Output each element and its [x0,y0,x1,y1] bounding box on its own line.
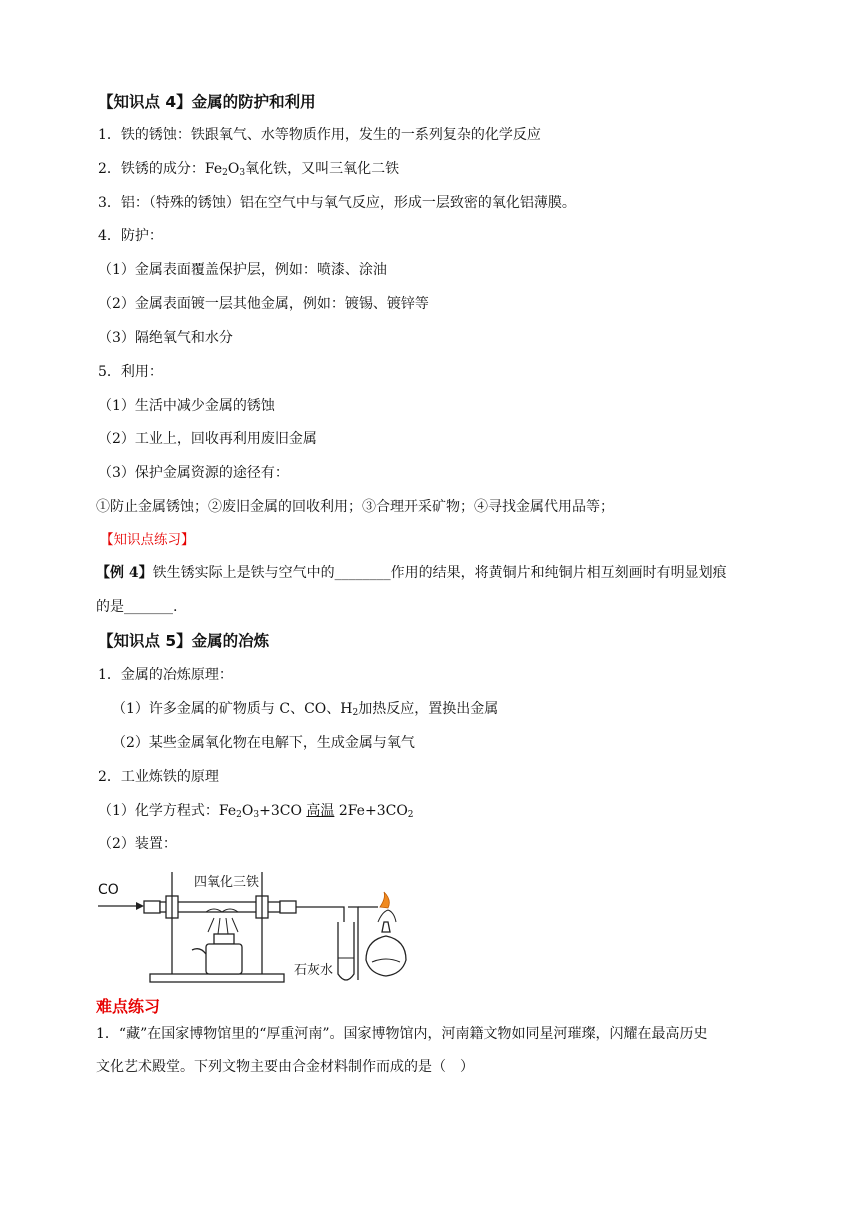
co-label: CO [98,882,119,898]
kp4-item-4-3: （3）隔绝氧气和水分 [98,330,233,346]
question-1-line-1: 1．“藏”在国家博物馆里的“厚重河南”。国家博物馆内，河南籍文物如同星河璀璨，闪耀在最高历史 [96,1026,708,1042]
kp5-item-2: 2．工业炼铁的原理 [98,769,219,785]
lamp-wick-holder [382,922,390,932]
kp5-item-2-2: （2）装置： [98,836,177,852]
kp4-item-5: 5．利用： [98,364,163,380]
example-4-line-2: 的是_______. [96,599,178,615]
kp4-item-5-3: （3）保护金属资源的途径有： [98,465,289,481]
example-4-line-1 [96,563,727,583]
kp4-item-2 [98,159,399,179]
arrow-head-icon [136,902,144,910]
tail-gas-flame-icon [380,892,389,908]
kp4-item-4-1: （1）金属表面覆盖保护层，例如：喷漆、涂油 [98,262,387,278]
kp4-item-3: 3．铝：（特殊的锈蚀）铝在空气中与氧气反应，形成一层致密的氧化铝薄膜。 [98,195,576,211]
difficult-practice-heading: 难点练习 [96,997,161,1016]
kp5-item-1: 1．金属的冶炼原理： [98,667,233,683]
kp4-item-2-post: 氧化铁，又叫三氧化二铁 [245,161,400,177]
outlet-tube [296,907,344,922]
equation-products: 2Fe+3CO [334,803,408,819]
kp4-item-1: 1．铁的锈蚀：铁跟氧气、水等物质作用，发生的一系列复杂的化学反应 [98,127,541,143]
test-tube [338,922,354,980]
alcohol-lamp [366,936,406,976]
kp4-item-5-list: ①防止金属锈蚀；②废旧金属的回收利用；③合理开采矿物；④寻找金属代用品等； [96,499,614,515]
flame-icon [208,918,238,934]
limewater-label: 石灰水 [294,963,334,978]
kp5-item-1-1-pre: （1）许多金属的矿物质与 C、CO、H [112,701,353,717]
practice-label: 【知识点练习】 [100,532,195,548]
kp4-item-5-1: （1）生活中减少金属的锈蚀 [98,398,275,414]
left-stopper [144,901,160,913]
equation-pre: （1）化学方程式：Fe [98,803,237,819]
kp5-equation-line [98,801,414,821]
kp4-item-2-mid: O [227,161,240,177]
kp4-heading: 【知识点 4】金属的防护和利用 [98,93,316,111]
equation-co: +3CO [259,803,307,819]
subscript: 2 [222,168,228,178]
kp5-heading: 【知识点 5】金属的冶炼 [98,632,270,650]
example-4-label: 【例 4】 [96,565,153,581]
stand-base [150,974,284,982]
kp5-item-1-1 [112,699,498,719]
kp4-item-4-2: （2）金属表面镀一层其他金属，例如：镀锡、镀锌等 [98,296,429,312]
subscript: 2 [236,810,242,820]
kp4-item-2-pre: 2．铁锈的成分：Fe [98,161,223,177]
kp4-item-5-2: （2）工业上，回收再利用废旧金属 [98,431,317,447]
kp5-item-1-2: （2）某些金属氧化物在电解下，生成金属与氧气 [112,735,415,751]
kp5-item-1-1-post: 加热反应，置换出金属 [358,701,499,717]
question-1-line-2: 文化艺术殿堂。下列文物主要由合金材料制作而成的是（ ） [96,1059,474,1075]
kp4-item-4: 4．防护： [98,228,163,244]
lamp-flame-guard [378,910,396,922]
oxide-label: 四氧化三铁 [194,875,260,890]
equation-o: O [241,803,254,819]
subscript: 2 [407,810,414,820]
iron-smelting-apparatus-diagram [96,862,426,992]
burner-valve [192,949,206,954]
burner-head [214,934,234,944]
right-stopper [280,901,296,913]
subscript: 3 [239,168,246,178]
subscript: 3 [253,810,260,820]
example-4-text-1: 铁生锈实际上是铁与空气中的________作用的结果，将黄铜片和纯铜片相互刻画时有明显划痕 [152,565,727,581]
subscript: 2 [352,708,359,718]
reaction-condition: 高温 [306,803,335,819]
burner-body [206,944,242,974]
